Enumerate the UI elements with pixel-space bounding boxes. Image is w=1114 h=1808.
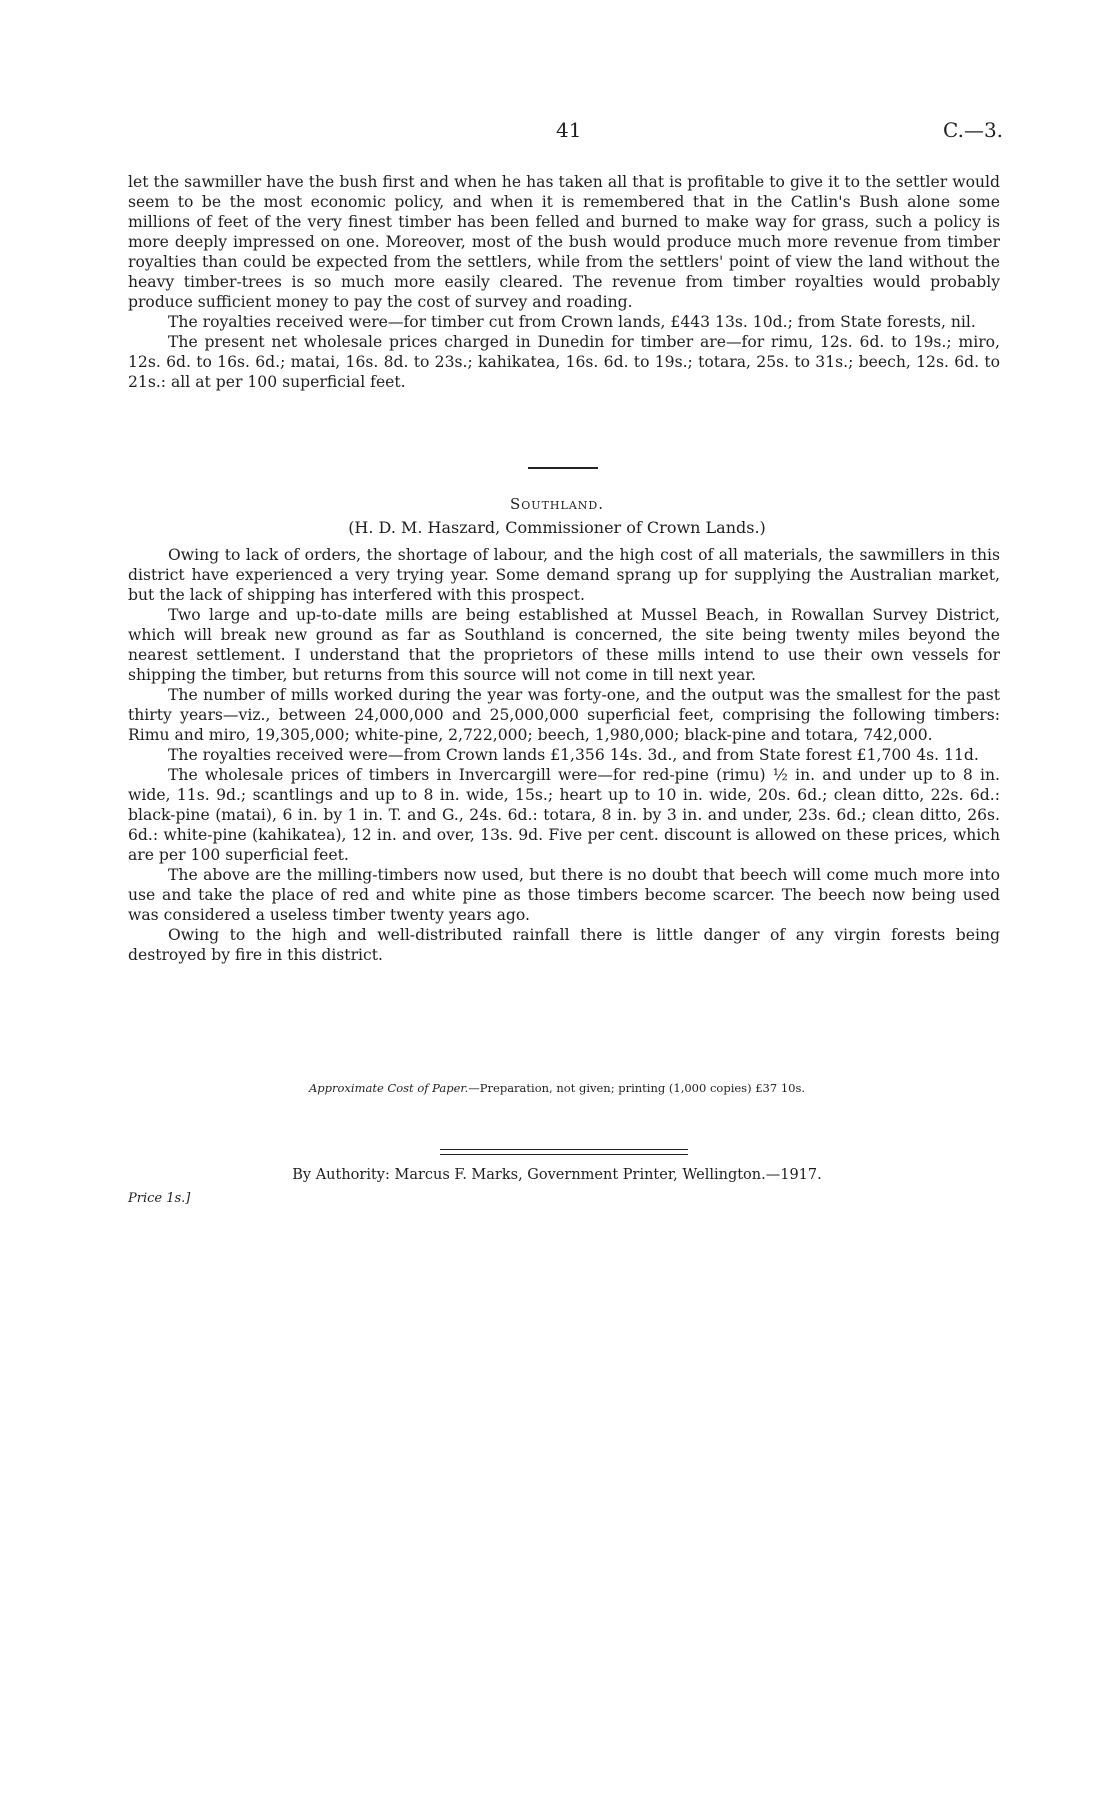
cost-text: —Preparation, not given; printing (1,000 copies) £37 10s.	[468, 1081, 806, 1095]
section-subheading: (H. D. M. Haszard, Commissioner of Crown Lands.)	[348, 518, 766, 537]
text-block-southland	[128, 545, 1000, 965]
paragraph: let the sawmiller have the bush first and when he has taken all that is profitable to give it to the settler would seem to be the most economic policy, and when it is remembered that in the Catlin's Bush alone some millions of feet of the very finest timber has been felled and burned to make way for grass, such a policy is more deeply impressed on one. Moreover, most of the bush would produce much more revenue from timber royalties than could be expected from the settlers, while from the settlers' point of view the land without the heavy timber-trees is so much more easily cleared. The revenue from timber royalties would probably produce sufficient money to pay the cost of survey and roading.	[128, 173, 1000, 311]
paragraph: The present net wholesale prices charged in Dunedin for timber are—for rimu, 12s. 6d. to 19s.; miro, 12s. 6d. to 16s. 6d.; matai, 16s. 8d. to 23s.; kahikatea, 16s. 6d. to 19s.; totara, 25s. to 31s.; beech, 12s. 6d. to 21s.: all at per 100 superficial feet.	[128, 333, 1000, 391]
section-heading: Southland.	[510, 495, 604, 513]
footer-rule	[440, 1154, 688, 1155]
text-block-continuation	[128, 172, 1000, 392]
price-note: Price 1s.]	[128, 1191, 191, 1206]
paragraph: The above are the milling-timbers now used, but there is no doubt that beech will come much more into use and take the place of red and white pine as those timbers become scarcer. The beech now being used was considered a useless timber twenty years ago.	[128, 866, 1000, 924]
paragraph: Owing to the high and well-distributed rainfall there is little danger of any virgin forests being destroyed by fire in this district.	[128, 926, 1000, 964]
cost-label: Approximate Cost of Paper.	[308, 1081, 469, 1095]
cost-note	[0, 1081, 1114, 1095]
footer-rule	[440, 1149, 688, 1150]
document-code: C.—3.	[943, 118, 1004, 142]
paragraph: Owing to lack of orders, the shortage of labour, and the high cost of all materials, the sawmillers in this district have experienced a very trying year. Some demand sprang up for supplying the Australian market, but the lack of shipping has interfered with this prospect.	[128, 546, 1000, 604]
paragraph: Two large and up-to-date mills are being established at Mussel Beach, in Rowallan Survey District, which will break new ground as far as Southland is concerned, the site being twenty miles beyond the nearest settlement. I understand that the proprietors of these mills intend to use their own vessels for shipping the timber, but returns from this source will not come in till next year.	[128, 606, 1000, 684]
paragraph: The royalties received were—from Crown lands £1,356 14s. 3d., and from State forest £1,700 4s. 11d.	[168, 746, 979, 764]
section-divider	[528, 467, 598, 469]
page-number: 41	[556, 118, 582, 142]
paragraph: The number of mills worked during the year was forty-one, and the output was the smallest for the past thirty years—viz., between 24,000,000 and 25,000,000 superficial feet, comprising the following timbers: Rimu and miro, 19,305,000; white-pine, 2,722,000; beech, 1,980,000; black-pine and totara, 742,000.	[128, 686, 1000, 744]
printer-authority: By Authority: Marcus F. Marks, Government Printer, Wellington.—1917.	[292, 1167, 822, 1183]
paragraph: The royalties received were—for timber cut from Crown lands, £443 13s. 10d.; from State forests, nil.	[168, 313, 976, 331]
paragraph: The wholesale prices of timbers in Invercargill were—for red-pine (rimu) ½ in. and under up to 8 in. wide, 11s. 9d.; scantlings and up to 8 in. wide, 15s.; heart up to 10 in. wide, 20s. 6d.; clean ditto, 22s. 6d.: black-pine (matai), 6 in. by 1 in. T. and G., 24s. 6d.: totara, 8 in. by 3 in. and under, 23s. 6d.; clean ditto, 26s. 6d.: white-pine (kahikatea), 12 in. and over, 13s. 9d. Five per cent. discount is allowed on these prices, which are per 100 superficial feet.	[128, 766, 1000, 864]
